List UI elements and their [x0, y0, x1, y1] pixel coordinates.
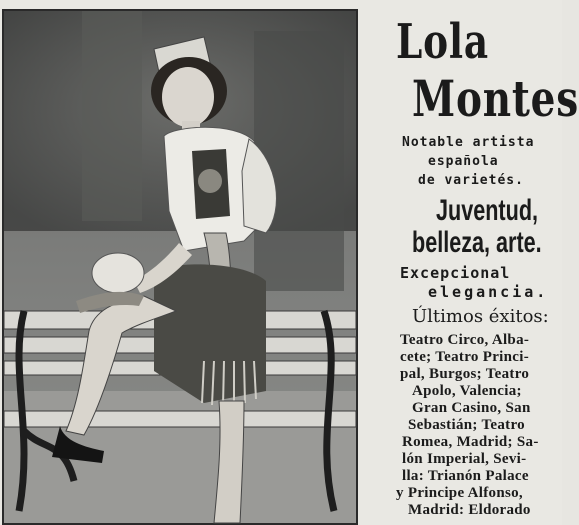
venues-line: Madrid: Eldorado: [408, 502, 531, 518]
tagline-line: Notable artista: [402, 135, 535, 150]
tagline-line: de varietés.: [418, 173, 524, 188]
portrait-illustration: [4, 11, 356, 523]
highlight-line: elegancia.: [428, 283, 549, 301]
advert-text-column: [372, 0, 579, 525]
recent-successes-heading: Últimos éxitos:: [412, 306, 549, 327]
performer-first-name: Lola: [396, 14, 489, 70]
portrait-photo: [2, 9, 358, 525]
venues-line: Sebastián; Teatro: [408, 417, 525, 433]
venues-line: cete; Teatro Princi-: [400, 349, 530, 365]
venues-line: Romea, Madrid; Sa-: [402, 434, 539, 450]
venues-line: pal, Burgos; Teatro: [400, 366, 530, 382]
venues-line: Teatro Circo, Alba-: [400, 332, 530, 348]
performer-last-name: Montes: [412, 69, 579, 128]
slogan-line: Juventud,: [436, 194, 539, 227]
tagline-line: española: [428, 154, 499, 169]
venues-line: y Principe Alfonso,: [396, 485, 523, 501]
slogan-line: belleza, arte.: [412, 226, 542, 259]
venues-line: Gran Casino, San: [412, 400, 531, 416]
venues-line: lla: Trianón Palace: [402, 468, 529, 484]
venues-line: lón Imperial, Sevi-: [402, 451, 527, 467]
highlight-line: Excepcional: [400, 264, 511, 282]
venues-line: Apolo, Valencia;: [412, 383, 522, 399]
